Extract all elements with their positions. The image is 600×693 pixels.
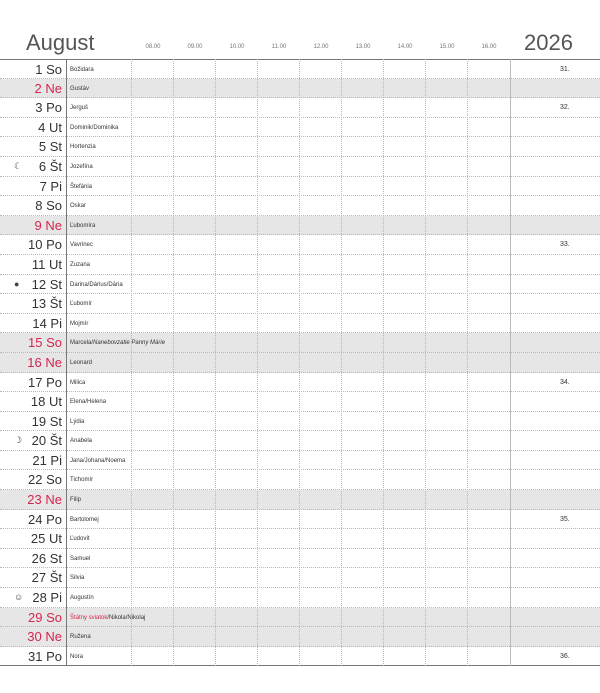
day-number: 2 Ne: [34, 80, 62, 96]
name-day: Štátny sviatok/Nikola/Nikolaj: [70, 614, 146, 621]
week-number: 32.: [560, 104, 570, 112]
day-number: 5 St: [38, 139, 62, 155]
name-day: Ružena: [70, 634, 91, 641]
name-day: Štefánia: [70, 183, 93, 190]
day-number: 24 Po: [28, 511, 62, 527]
name-day: Tichomír: [70, 477, 94, 484]
day-number: 18 Ut: [30, 394, 62, 410]
day-number: 20 Št: [31, 433, 62, 449]
week-number: 33.: [560, 241, 570, 249]
name-day: Lýdia: [70, 418, 85, 425]
day-number: 15 So: [28, 335, 62, 351]
name-day: Vavrinec: [70, 242, 93, 249]
name-day: Jerguš: [70, 105, 89, 112]
day-number: 17 Po: [28, 374, 62, 390]
day-number: 31 Po: [28, 648, 62, 664]
hour-label: 09.00: [187, 44, 203, 50]
week-number: 35.: [560, 515, 570, 523]
moon-phase-icon: ☾: [14, 160, 23, 171]
name-day: Bartolomej: [70, 516, 99, 523]
name-day: Ľubomíra: [70, 222, 96, 229]
day-number: 30 Ne: [27, 629, 62, 645]
grid-line: [383, 59, 384, 666]
name-day: Dominik/Dominika: [70, 124, 119, 131]
hour-label: 08.00: [145, 44, 161, 50]
grid-line: [510, 59, 511, 666]
day-number: 1 So: [35, 62, 62, 77]
name-day: Jozefína: [70, 163, 93, 170]
day-number: 9 Ne: [34, 217, 62, 233]
grid-line: [131, 59, 132, 666]
name-day: Jana/Johana/Noema: [70, 457, 126, 464]
name-day: Oskar: [70, 203, 87, 210]
month-title: August: [26, 30, 95, 55]
hour-label: 13.00: [355, 44, 371, 50]
day-number: 27 Št: [31, 570, 62, 586]
hour-label: 16.00: [481, 44, 497, 50]
name-day: Darina/Dárius/Dária: [70, 281, 123, 288]
name-day: Filip: [70, 497, 82, 504]
day-number: 7 Pi: [39, 178, 62, 194]
name-day: Božidara: [70, 67, 94, 73]
name-day: Ľudovít: [70, 536, 90, 543]
hour-label: 15.00: [439, 44, 455, 50]
day-number: 23 Ne: [27, 492, 62, 508]
moon-phase-icon: ☽: [14, 435, 23, 446]
name-day: Leonard: [70, 359, 93, 366]
name-day: Nora: [70, 653, 84, 660]
day-number: 29 So: [28, 609, 62, 625]
day-number: 3 Po: [35, 100, 62, 116]
name-day: Silvia: [70, 575, 85, 582]
name-day: Hortenzia: [70, 144, 96, 151]
year-title: 2026: [524, 30, 573, 55]
hour-label: 10.00: [229, 44, 245, 50]
grid-line: [425, 59, 426, 666]
week-number: 31.: [560, 66, 570, 73]
name-day: Ľubomír: [70, 301, 93, 308]
name-day: Marcela/Nanebovzatie Panny Márie: [70, 340, 166, 347]
name-day: Mojmír: [70, 320, 89, 327]
grid-line: [257, 59, 258, 666]
hour-header: [132, 44, 510, 56]
hour-label: 12.00: [313, 44, 329, 50]
week-number: 36.: [560, 652, 570, 660]
name-day: Gustáv: [70, 85, 90, 92]
day-number: 13 Št: [31, 296, 62, 312]
hour-label: 11.00: [271, 44, 287, 50]
hour-label: 14.00: [397, 44, 413, 50]
name-day: Augustín: [70, 595, 94, 602]
grid-line: [215, 59, 216, 666]
name-day: Samuel: [70, 555, 91, 562]
week-number: 34.: [560, 378, 570, 386]
grid-line: [341, 59, 342, 666]
day-number: 8 So: [35, 198, 62, 214]
name-day: Anabela: [70, 438, 93, 445]
day-number: 12 St: [31, 276, 62, 292]
day-number: 22 So: [28, 472, 62, 488]
name-day: Milica: [70, 379, 86, 386]
day-number: 28 Pi: [32, 590, 62, 606]
day-number: 4 Ut: [38, 119, 62, 135]
day-number: 10 Po: [28, 237, 62, 253]
day-number: 16 Ne: [27, 354, 62, 370]
day-number: 6 Št: [38, 158, 62, 174]
name-day: Zuzana: [70, 261, 91, 268]
grid-line: [467, 59, 468, 666]
day-number: 26 St: [31, 550, 62, 566]
day-number: 25 Ut: [30, 531, 62, 547]
holiday-label: Štátny sviatok: [70, 614, 108, 621]
day-number: 21 Pi: [32, 452, 62, 468]
day-number: 11 Ut: [31, 256, 62, 272]
moon-phase-icon: ●: [14, 278, 20, 289]
grid-line: [299, 59, 300, 666]
day-number: 19 St: [31, 413, 62, 429]
name-day: Elena/Helena: [70, 399, 107, 406]
grid-line: [66, 59, 67, 666]
moon-phase-icon: ☺: [14, 592, 24, 603]
grid-line: [173, 59, 174, 666]
day-number: 14 Pi: [32, 315, 62, 331]
